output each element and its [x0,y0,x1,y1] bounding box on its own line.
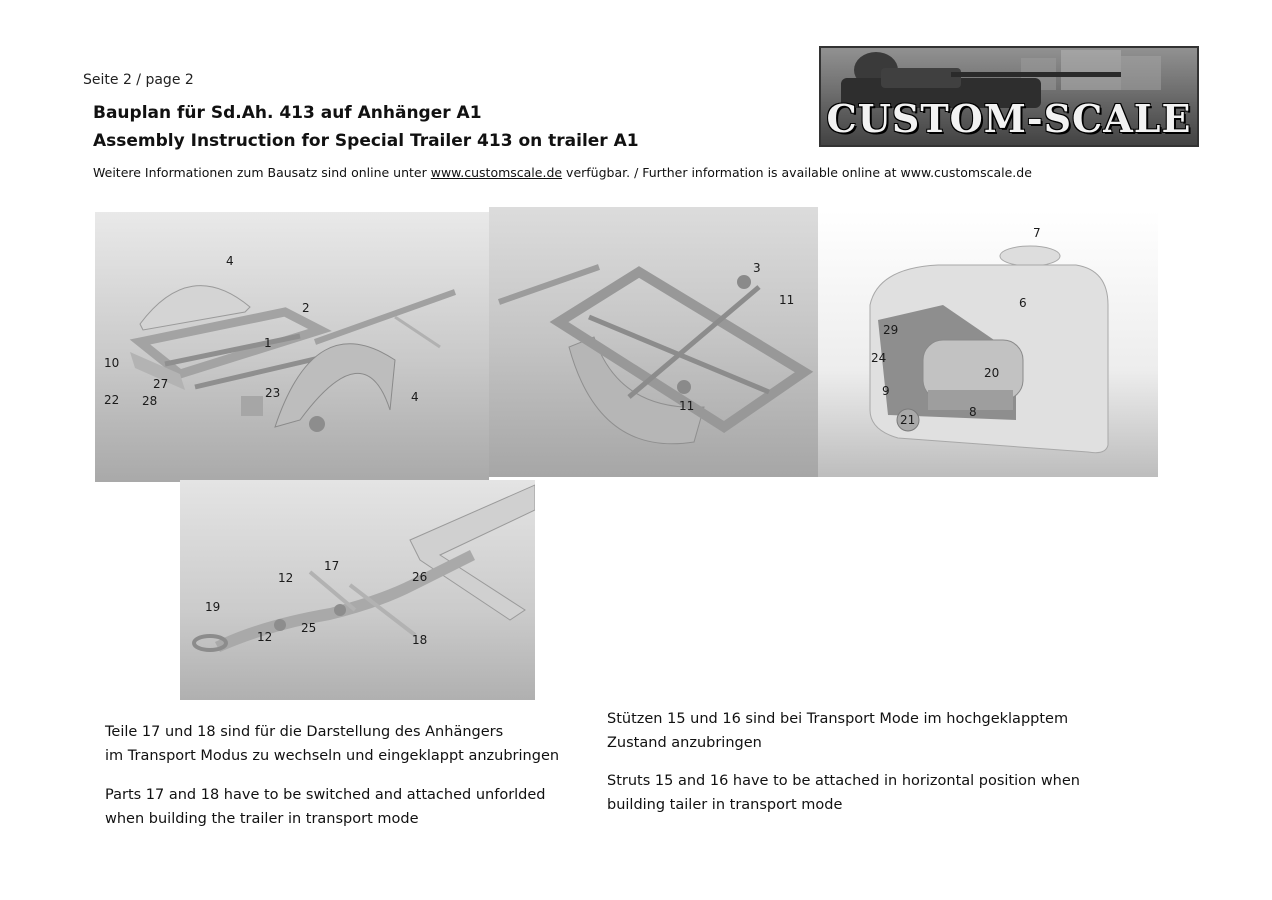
part-label-18: 18 [412,633,428,647]
part-label-4-fender: 4 [411,390,419,404]
part-label-20: 20 [984,366,1000,380]
instruction-line: Parts 17 and 18 have to be switched and attached unforlded [105,787,546,803]
part-label-21: 21 [900,413,916,427]
part-label-24: 24 [871,351,887,365]
part-label-2: 2 [302,301,310,315]
part-label-11-top: 11 [779,293,795,307]
title-german: Bauplan für Sd.Ah. 413 auf Anhänger A1 [93,103,482,123]
instruction-line: Teile 17 und 18 sind für die Darstellung des Anhängers [105,724,504,740]
instruction-line: when building the trailer in transport mode [105,811,419,827]
part-label-7: 7 [1033,226,1041,240]
part-label-19: 19 [205,600,221,614]
photo-chassis-front [95,212,489,482]
part-label-27: 27 [153,377,169,391]
part-label-4: 4 [226,254,234,268]
part-label-12-bottom: 12 [257,630,273,644]
title-english: Assembly Instruction for Special Trailer 413 on trailer A1 [93,131,639,151]
part-label-22: 22 [104,393,120,407]
instruction-line: Struts 15 and 16 have to be attached in horizontal position when [607,773,1080,789]
photo-drawbar [180,480,535,700]
part-label-17: 17 [324,559,340,573]
part-label-12-top: 12 [278,571,294,585]
info-suffix: verfügbar. / Further information is available online at www.customscale.de [562,165,1032,180]
instruction-left-english [105,783,546,831]
instruction-line: im Transport Modus zu wechseln und eingeklappt anzubringen [105,748,560,764]
part-label-11-bottom: 11 [679,399,695,413]
part-label-1: 1 [264,336,272,350]
part-label-6: 6 [1019,296,1027,310]
part-label-28: 28 [142,394,158,408]
part-label-8: 8 [969,405,977,419]
part-label-3: 3 [753,261,761,275]
instruction-left-german [105,720,559,768]
part-label-9: 9 [882,384,890,398]
part-label-29: 29 [883,323,899,337]
logo-text: CUSTOM-SCALE [826,96,1192,141]
custom-scale-logo [819,46,1199,147]
photo-chassis-top [489,207,818,477]
part-label-25: 25 [301,621,317,635]
part-label-23: 23 [265,386,281,400]
instruction-right-german [607,707,1068,755]
photo-body-cutaway [818,210,1158,477]
part-label-26: 26 [412,570,428,584]
instruction-line: Stützen 15 und 16 sind bei Transport Mode im hochgeklapptem [607,711,1069,727]
website-link[interactable]: www.customscale.de [430,165,563,180]
part-label-10: 10 [104,356,120,370]
instruction-line: building tailer in transport mode [607,797,843,813]
page-label: Seite 2 / page 2 [83,72,194,88]
instruction-line: Zustand anzubringen [607,735,762,751]
info-line [93,165,1032,180]
info-prefix: Weitere Informationen zum Bausatz sind online unter [93,165,431,180]
instruction-right-english [607,769,1080,817]
